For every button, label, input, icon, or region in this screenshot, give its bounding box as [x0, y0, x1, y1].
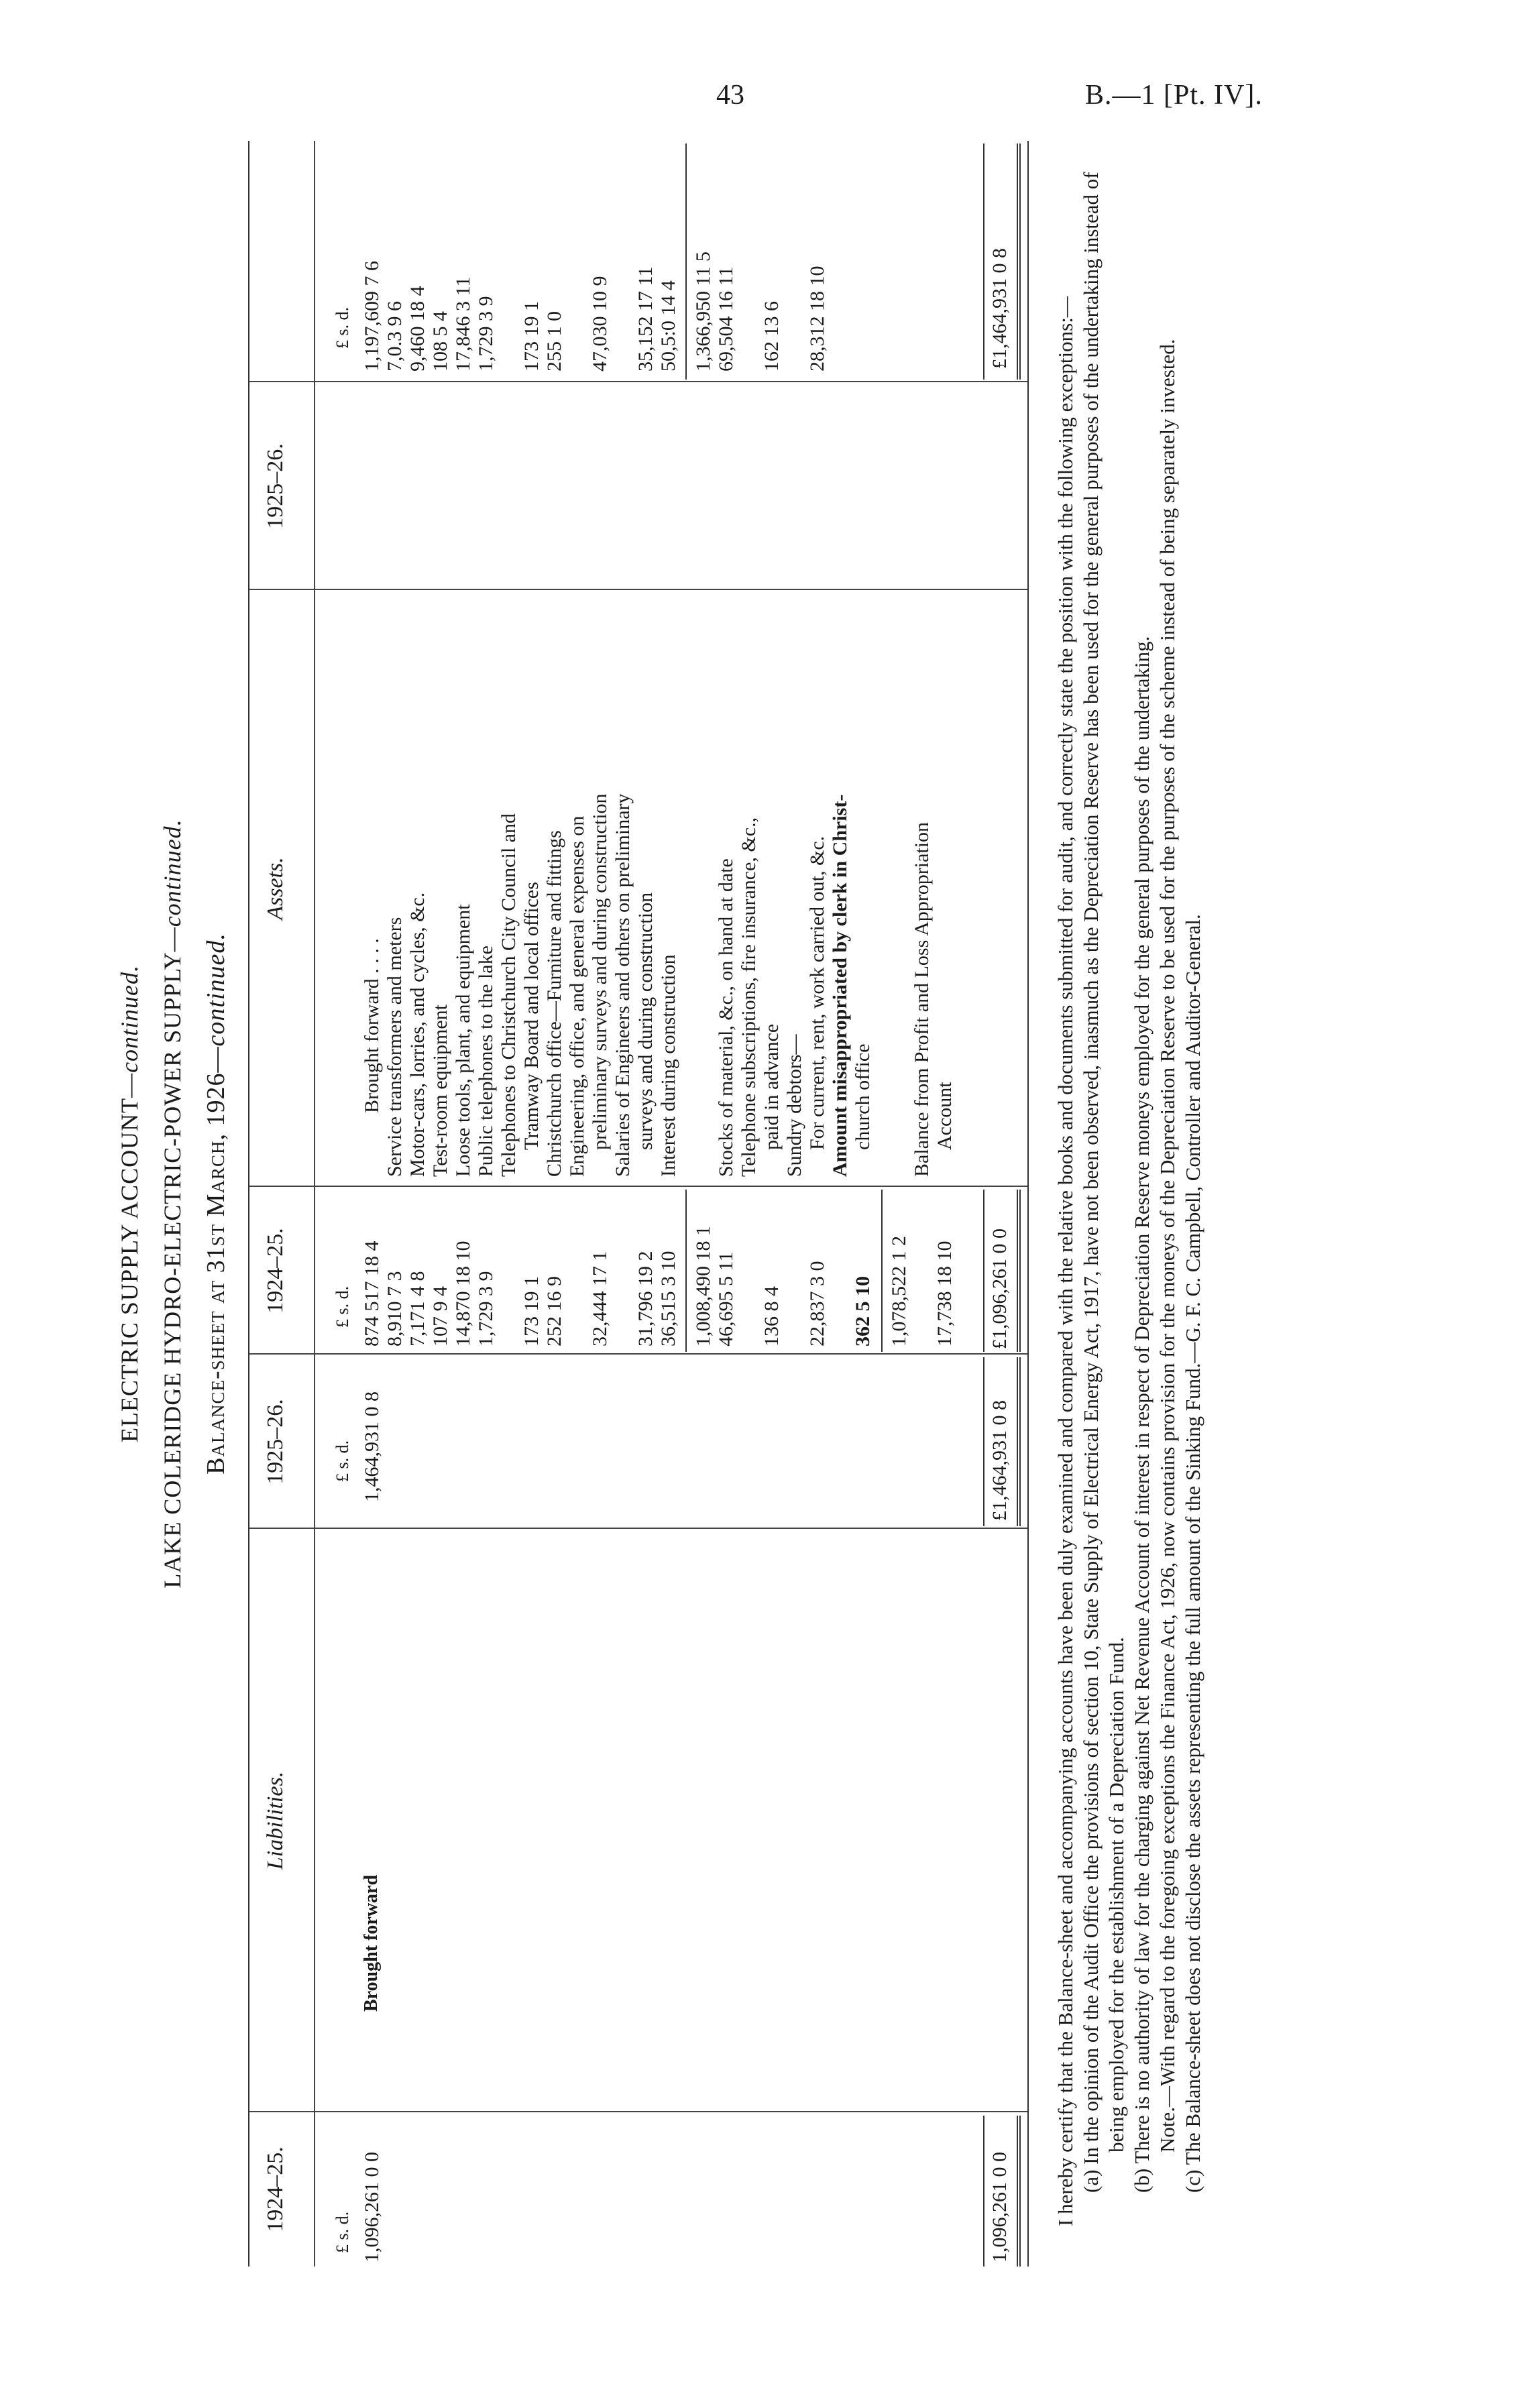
asset-curr-current: 28,312 18 10 [806, 266, 828, 371]
lsd-unit-label: £ s. d. [333, 306, 352, 349]
liab-prev-year-heading: 1924–25. [263, 2146, 288, 2232]
asset-prev-row-12: 31,796 19 2 [634, 1251, 657, 1346]
asset-curr-total: £1,464,931 0 8 [989, 248, 1011, 369]
subtotal-rule [685, 1190, 687, 1352]
supply-title-suffix: continued. [159, 819, 186, 927]
asset-row-1: Service transformers and meters [384, 917, 406, 1177]
lsd-unit-label: £ s. d. [333, 1285, 352, 1328]
asset-curr-row-0: 1,197,609 7 6 [361, 261, 383, 371]
asset-row-9: Engineering, office, and general expenses on [566, 815, 588, 1177]
asset-curr-row-5: 1,729 3 9 [475, 296, 497, 371]
asset-prev-subtotal: 1,008,490 18 1 [692, 1226, 714, 1346]
asset-current-label: For current, rent, work carried out, &c. [806, 836, 828, 1150]
column-divider [249, 381, 1027, 382]
asset-curr-row-7: 173 19 1 [520, 301, 543, 371]
account-title-main: ELECTRIC SUPPLY ACCOUNT— [116, 1072, 143, 1443]
asset-curr-year-heading: 1925–26. [263, 443, 288, 529]
asset-curr-row-1: 7,0.3 9 6 [384, 301, 406, 371]
column-divider [249, 589, 1027, 590]
certificate-intro: I hereby certify that the Balance-sheet and accompanying accounts have been duly examined and compared with the relative books and documents submitted for audit, and correctly state the position with the following exceptions:— [1054, 296, 1077, 2226]
lsd-unit-label: £ s. d. [333, 1440, 352, 1482]
liab-curr-year-heading: 1925–26. [263, 1399, 288, 1485]
asset-prev-row-13: 36,515 3 10 [657, 1251, 679, 1346]
subtotal-rule [685, 144, 687, 380]
total-rule [983, 144, 984, 380]
total-double-rule [1017, 1357, 1021, 1526]
total-rule [983, 2116, 984, 2267]
asset-curr-row-3: 108 5 4 [429, 311, 451, 371]
supply-title-main: LAKE COLERIDGE HYDRO-ELECTRIC-POWER SUPPLY— [159, 927, 186, 1589]
exception-b: (b) There is no authority of law for the charging against Net Revenue Account of interest in respect of Depreciation Reserve moneys employed for the general purposes of the undertaking. [1130, 636, 1153, 2193]
asset-prev-misappropriated: 362 5 10 [852, 1276, 874, 1346]
assets-heading: Assets. [263, 857, 288, 920]
total-double-rule [1017, 1190, 1021, 1352]
asset-prev-subtotal-2: 1,078,522 1 2 [888, 1236, 910, 1346]
asset-misappropriated-label-2: church office [852, 1043, 874, 1150]
total-rule [983, 1357, 984, 1526]
asset-prev-row-7: 173 19 1 [520, 1276, 543, 1346]
asset-curr-telephone: 162 13 6 [760, 301, 783, 371]
asset-row-0: Brought forward . . . . [361, 938, 383, 1113]
asset-row-8: Christchurch office—Furniture and fittings [543, 830, 565, 1177]
asset-row-5: Public telephones to the lake [475, 945, 497, 1177]
asset-prev-row-5: 1,729 3 9 [475, 1271, 497, 1346]
column-divider [249, 1528, 1027, 1529]
asset-curr-stocks: 69,504 16 11 [715, 266, 737, 371]
exception-a: (a) In the opinion of the Audit Office the provisions of section 10, State Supply of Electrical Energy Act, 1917, have not been observed, inasmuch as the Depreciation Reserve has been used for the general purposes of the undertaking instead of being employed for the establishment of a Depreciation Fund. [1079, 172, 1128, 2193]
balance-sheet-title-main: Balance-sheet at 31st March, 1926— [202, 1046, 230, 1475]
asset-prev-row-2: 7,171 4 8 [406, 1271, 429, 1346]
asset-balance-label-1: Balance from Profit and Loss Appropriation [911, 821, 933, 1177]
asset-curr-subtotal: 1,366,950 11 5 [692, 251, 714, 371]
subtotal-rule [881, 1190, 883, 1352]
asset-prev-row-1: 8,910 7 3 [384, 1271, 406, 1346]
lsd-unit-label: £ s. d. [333, 2211, 352, 2253]
liab-brought-forward-label: Brought forward [361, 1874, 382, 2012]
asset-row-3: Test-room equipment [429, 1004, 451, 1177]
asset-row-11: Salaries of Engineers and others on preliminary [612, 793, 634, 1177]
account-title [115, 101, 144, 2307]
asset-telephone-label-2: paid in advance [760, 1023, 783, 1150]
column-divider [249, 1353, 1027, 1355]
asset-curr-row-12: 35,152 17 11 [634, 266, 657, 371]
asset-prev-current: 22,837 3 0 [806, 1261, 828, 1346]
supply-title [158, 101, 186, 2307]
liab-curr-brought-forward: 1,464,931 0 8 [361, 1391, 383, 1502]
asset-prev-telephone: 136 8 4 [760, 1286, 783, 1346]
asset-row-10: preliminary surveys and during construction [589, 793, 611, 1150]
finance-act-note: Note.—With regard to the foregoing exceptions the Finance Act, 1926, now contains provision for the moneys of the Depreciation Reserve to be used for the purposes of the scheme instead of being separately invested. [1156, 339, 1179, 2153]
asset-prev-total: £1,096,261 0 0 [989, 1228, 1011, 1349]
asset-curr-row-2: 9,460 18 4 [406, 286, 429, 371]
asset-stocks-label: Stocks of material, &c., on hand at date [715, 858, 737, 1177]
liab-curr-total: £1,464,931 0 8 [989, 1400, 1011, 1521]
asset-row-7: Tramway Board and local offices [520, 882, 543, 1150]
asset-prev-year-heading: 1924–25. [263, 1228, 288, 1314]
total-double-rule [1017, 2116, 1021, 2267]
balance-sheet-title [201, 101, 231, 2307]
column-divider [249, 1186, 1027, 1187]
balance-sheet-title-suffix: continued. [202, 933, 230, 1047]
rotated-page-content [101, 101, 1281, 2307]
balance-sheet-table [248, 141, 1029, 2267]
header-rule [314, 141, 315, 2267]
asset-curr-row-13: 50,5:0 14 4 [657, 280, 679, 371]
page-number: 43 [716, 80, 744, 111]
asset-balance-label-2: Account [934, 1082, 956, 1150]
asset-row-6: Telephones to Christchurch City Council and [498, 813, 520, 1177]
asset-row-13: Interest during construction [657, 954, 679, 1177]
total-double-rule [1017, 144, 1021, 380]
asset-misappropriated-label-1: Amount misappropriated by clerk in Christ- [829, 794, 851, 1177]
asset-prev-row-0: 874 517 18 4 [361, 1241, 383, 1346]
asset-sundry-label: Sundry debtors— [783, 1034, 805, 1177]
asset-prev-stocks: 46,695 5 11 [715, 1251, 737, 1346]
account-title-suffix: continued. [116, 964, 143, 1073]
total-rule [983, 1190, 984, 1352]
asset-curr-row-8: 255 1 0 [543, 311, 565, 371]
liab-prev-total: 1,096,261 0 0 [989, 2152, 1011, 2262]
asset-telephone-label-1: Telephone subscriptions, fire insurance, &c., [738, 817, 760, 1177]
asset-row-4: Loose tools, plant, and equipment [452, 904, 474, 1177]
column-divider [249, 2111, 1027, 2112]
page-reference: B.—1 [Pt. IV]. [1085, 80, 1263, 111]
asset-curr-row-10: 47,030 10 9 [589, 276, 611, 371]
asset-prev-row-4: 14,870 18 10 [452, 1241, 474, 1346]
asset-row-12: surveys and during construction [634, 892, 657, 1150]
asset-prev-row-10: 32,444 17 1 [589, 1251, 611, 1346]
liabilities-heading: Liabilities. [263, 1771, 288, 1870]
audit-certificate [1053, 141, 1206, 2267]
exception-c: (c) The Balance-sheet does not disclose the assets representing the full amount of the Sinking Fund.—G. F. C. Campbell, Controller and Auditor-General. [1181, 914, 1204, 2193]
asset-prev-row-8: 252 16 9 [543, 1276, 565, 1346]
liab-prev-brought-forward: 1,096,261 0 0 [361, 2152, 383, 2262]
asset-curr-row-4: 17,846 3 11 [452, 276, 474, 371]
asset-prev-row-3: 107 9 4 [429, 1286, 451, 1346]
asset-row-2: Motor-cars, lorries, and cycles, &c. [406, 892, 429, 1177]
asset-prev-balance: 17,738 18 10 [934, 1241, 956, 1346]
